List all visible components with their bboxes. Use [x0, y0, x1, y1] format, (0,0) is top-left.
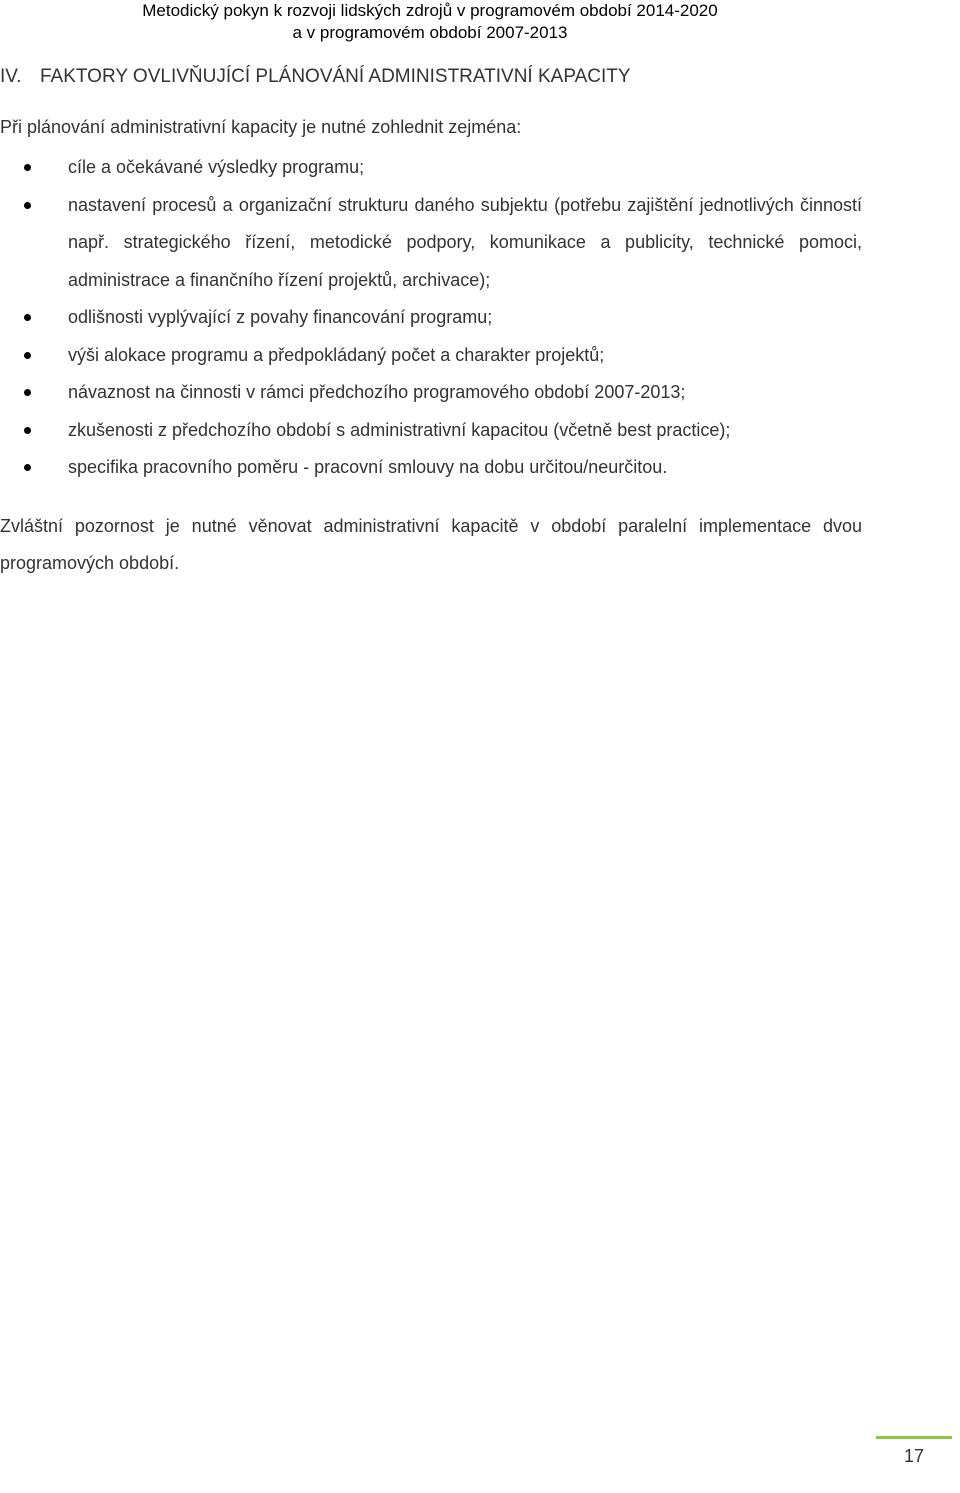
header-line-1: Metodický pokyn k rozvoji lidských zdrojů v programovém období 2014-2020 — [142, 1, 718, 20]
page-number: 17 — [903, 1446, 925, 1466]
list-item — [0, 299, 862, 337]
list-item-text: výši alokace programu a předpokládaný počet a charakter projektů; — [68, 344, 605, 365]
list-item — [0, 374, 862, 412]
page-number-box — [876, 1436, 952, 1476]
intro-paragraph: Při plánování administrativní kapacity je nutné zohlednit zejména: — [0, 117, 522, 137]
header-line-2: a v programovém období 2007-2013 — [292, 23, 568, 42]
list-item-text: nastavení procesů a organizační strukturu daného subjektu (potřebu zajištění jednotlivých činností např. strategického řízení, metodické podpory, komunikace a publicity, technické pomoci, administrace a finančního řízení projektů, archivace); — [68, 194, 862, 290]
list-item-text: návaznost na činnosti v rámci předchozího programového období 2007-2013; — [68, 382, 686, 402]
list-item — [0, 449, 862, 487]
list-item — [0, 187, 862, 300]
bullet-icon — [24, 202, 31, 209]
list-item — [0, 412, 862, 450]
bullet-icon — [24, 314, 31, 321]
list-item-text: zkušenosti z předchozího období s administrativní kapacitou (včetně best practice); — [68, 419, 731, 440]
bullet-icon — [24, 464, 31, 471]
closing-paragraph: Zvláštní pozornost je nutné věnovat administrativní kapacitě v období paralelní implementace dvou programových období. — [0, 516, 862, 573]
list-item-text: cíle a očekávané výsledky programu; — [68, 157, 365, 177]
bullet-icon — [24, 164, 31, 171]
list-item-text: specifika pracovního poměru - pracovní smlouvy na dobu určitou/neurčitou. — [68, 457, 668, 477]
list-item-text: odlišnosti vyplývající z povahy financování programu; — [68, 307, 493, 327]
section-title: FAKTORY OVLIVŇUJÍCÍ PLÁNOVÁNÍ ADMINISTRATIVNÍ KAPACITY — [40, 66, 631, 87]
bullet-icon — [24, 352, 31, 359]
bullet-icon — [24, 389, 31, 396]
section-heading — [0, 64, 631, 90]
page-number-rule — [876, 1436, 952, 1439]
section-number: IV. — [0, 66, 22, 87]
page-header — [0, 0, 860, 44]
list-item — [0, 337, 862, 375]
list-item — [0, 149, 862, 187]
factor-list — [0, 149, 862, 487]
bullet-icon — [24, 427, 31, 434]
